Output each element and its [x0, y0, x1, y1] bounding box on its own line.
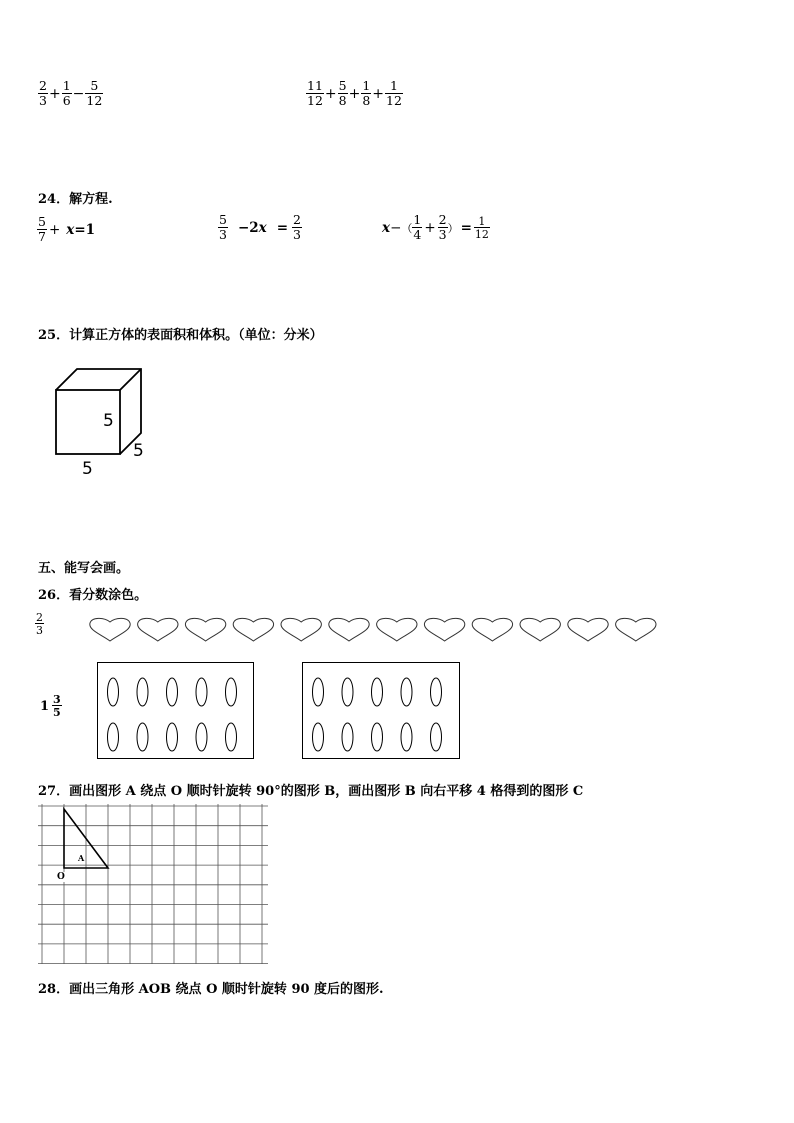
oval-grid — [303, 663, 459, 758]
oval-shape — [108, 723, 119, 751]
fraction: $\frac{1}{12}$ — [386, 78, 402, 108]
oval-shape — [108, 678, 119, 706]
equation-2: $\frac{5}{3}$ −2 x = $\frac{2}{3}$ — [219, 212, 301, 242]
fraction-two-thirds: $\frac{2}{3}$ — [36, 611, 43, 637]
fraction: $\frac{11}{12}$ — [307, 78, 323, 108]
fraction: $\frac{2}{3}$ — [39, 78, 47, 108]
oval-shape — [431, 723, 442, 751]
oval-shape — [372, 723, 383, 751]
oval-shape — [167, 723, 178, 751]
mixed-number: 1 $\frac{3}{5}$ — [40, 693, 61, 719]
heart-shape — [233, 618, 273, 641]
oval-shape — [226, 723, 237, 751]
oval-shape — [431, 678, 442, 706]
heart-shape — [424, 618, 464, 641]
question-28-title: 28．画出三角形 AOB 绕点 O 顺时针旋转 90 度后的图形. — [38, 982, 384, 997]
fraction: $\frac{1}{8}$ — [362, 78, 371, 108]
cube-depth-label: 5 — [133, 441, 144, 461]
calc-expression-1: $\frac{2}{3}$ + $\frac{1}{6}$ − $\frac{5}{12}$ — [39, 78, 103, 108]
oval-shape — [342, 723, 353, 751]
cube-width-label: 5 — [82, 459, 93, 479]
oval-shape — [167, 678, 178, 706]
fraction: $\frac{2}{3}$ — [438, 212, 447, 242]
fraction: $\frac{2}{3}$ — [293, 212, 301, 242]
heart-shape — [185, 618, 225, 641]
oval-shape — [137, 723, 148, 751]
heart-shape — [520, 618, 560, 641]
heart-shape — [138, 618, 178, 641]
heart-shape — [90, 618, 130, 641]
oval-shape — [313, 678, 324, 706]
fraction: $\frac{5}{3}$ — [219, 212, 227, 242]
question-25-title: 25．计算正方体的表面积和体积。（单位：分米） — [38, 328, 323, 343]
shape-a-label: A — [78, 853, 85, 863]
heart-shape — [377, 618, 417, 641]
heart-shape — [568, 618, 608, 641]
oval-shape — [401, 723, 412, 751]
equation-3: x − （ $\frac{1}{4}$ + $\frac{2}{3}$ ） = $\frac{1}{12}$ — [382, 212, 489, 242]
fraction: $\frac{5}{12}$ — [86, 78, 103, 108]
oval-shape — [137, 678, 148, 706]
fraction: $\frac{1}{6}$ — [62, 78, 71, 108]
oval-shape — [196, 678, 207, 706]
cube-height-label: 5 — [103, 411, 114, 431]
oval-grid — [98, 663, 253, 758]
oval-box-1 — [97, 662, 254, 759]
fraction: $\frac{5}{8}$ — [338, 78, 347, 108]
section-5-title: 五、能写会画。 — [38, 561, 130, 576]
oval-box-2 — [302, 662, 460, 759]
equation-1: $\frac{5}{7}$ + x =1 — [38, 214, 96, 244]
question-26-title: 26．看分数涂色。 — [38, 588, 148, 603]
question-24-title: 24．解方程. — [38, 192, 113, 207]
oval-shape — [196, 723, 207, 751]
oval-shape — [313, 723, 324, 751]
fraction: $\frac{5}{7}$ — [38, 214, 46, 244]
point-o-label: O — [57, 872, 65, 882]
rotation-grid — [38, 804, 270, 966]
heart-shape — [281, 618, 321, 641]
oval-shape — [342, 678, 353, 706]
oval-shape — [226, 678, 237, 706]
oval-shape — [372, 678, 383, 706]
oval-shape — [401, 678, 412, 706]
heart-shape — [616, 618, 656, 641]
question-27-title: 27．画出图形 A 绕点 O 顺时针旋转 90°的图形 B，画出图形 B 向右平移 4 格得到的图形 C — [38, 784, 584, 799]
heart-shape — [329, 618, 369, 641]
heart-row — [88, 616, 663, 644]
heart-shape — [472, 618, 512, 641]
calc-expression-2: $\frac{11}{12}$ + $\frac{5}{8}$ + $\frac{1}{8}$ + $\frac{1}{12}$ — [307, 78, 402, 108]
fraction: $\frac{1}{4}$ — [413, 212, 422, 242]
fraction: $\frac{1}{12}$ — [474, 214, 489, 241]
